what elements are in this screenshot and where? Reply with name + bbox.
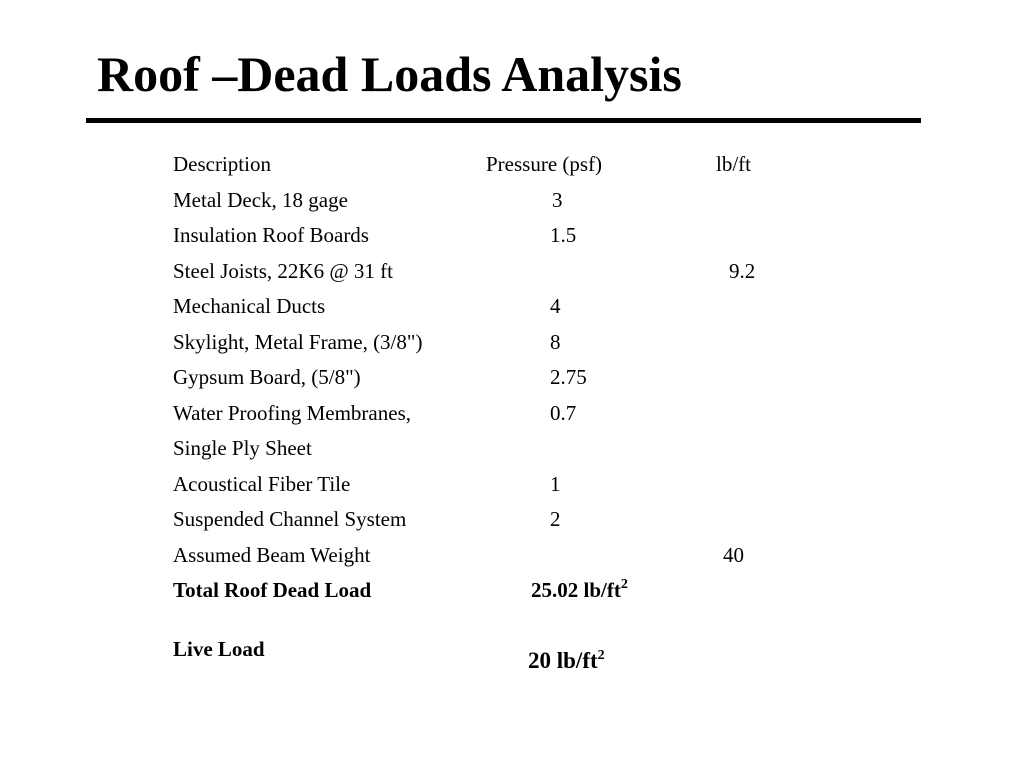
row-description: Mechanical Ducts (173, 294, 326, 318)
total-dead-load-number: 25.02 lb/ft (531, 578, 621, 602)
page-title: Roof –Dead Loads Analysis (97, 46, 682, 102)
row-pressure: 2 (550, 507, 561, 531)
row-description: Acoustical Fiber Tile (173, 472, 351, 496)
live-load-label: Live Load (173, 637, 265, 661)
row-description: Skylight, Metal Frame, (3/8") (173, 330, 423, 354)
live-load-value (528, 649, 605, 673)
live-load-number: 20 lb/ft (528, 648, 598, 673)
row-pressure: 1.5 (550, 223, 577, 247)
row-description: Gypsum Board, (5/8") (173, 365, 361, 389)
row-lbft: 9.2 (729, 259, 756, 283)
header-lbft: lb/ft (716, 152, 751, 176)
row-lbft: 40 (723, 543, 744, 567)
row-description: Metal Deck, 18 gage (173, 188, 348, 212)
row-pressure: 3 (552, 188, 563, 212)
row-description: Suspended Channel System (173, 507, 407, 531)
row-pressure: 8 (550, 330, 561, 354)
title-divider (86, 118, 921, 123)
row-description: Steel Joists, 22K6 @ 31 ft (173, 259, 394, 283)
row-description: Single Ply Sheet (173, 436, 312, 460)
row-description: Assumed Beam Weight (173, 543, 371, 567)
row-description: Insulation Roof Boards (173, 223, 369, 247)
row-pressure: 4 (550, 294, 561, 318)
row-pressure: 2.75 (550, 365, 587, 389)
row-pressure: 1 (550, 472, 561, 496)
live-load-exponent: 2 (597, 648, 605, 663)
row-pressure: 0.7 (550, 401, 577, 425)
total-dead-load-exponent: 2 (620, 577, 628, 592)
header-pressure: Pressure (psf) (486, 152, 603, 176)
row-description: Water Proofing Membranes, (173, 401, 411, 425)
total-dead-load-value (531, 578, 628, 602)
total-dead-load-label: Total Roof Dead Load (173, 578, 372, 602)
header-description: Description (173, 152, 271, 176)
